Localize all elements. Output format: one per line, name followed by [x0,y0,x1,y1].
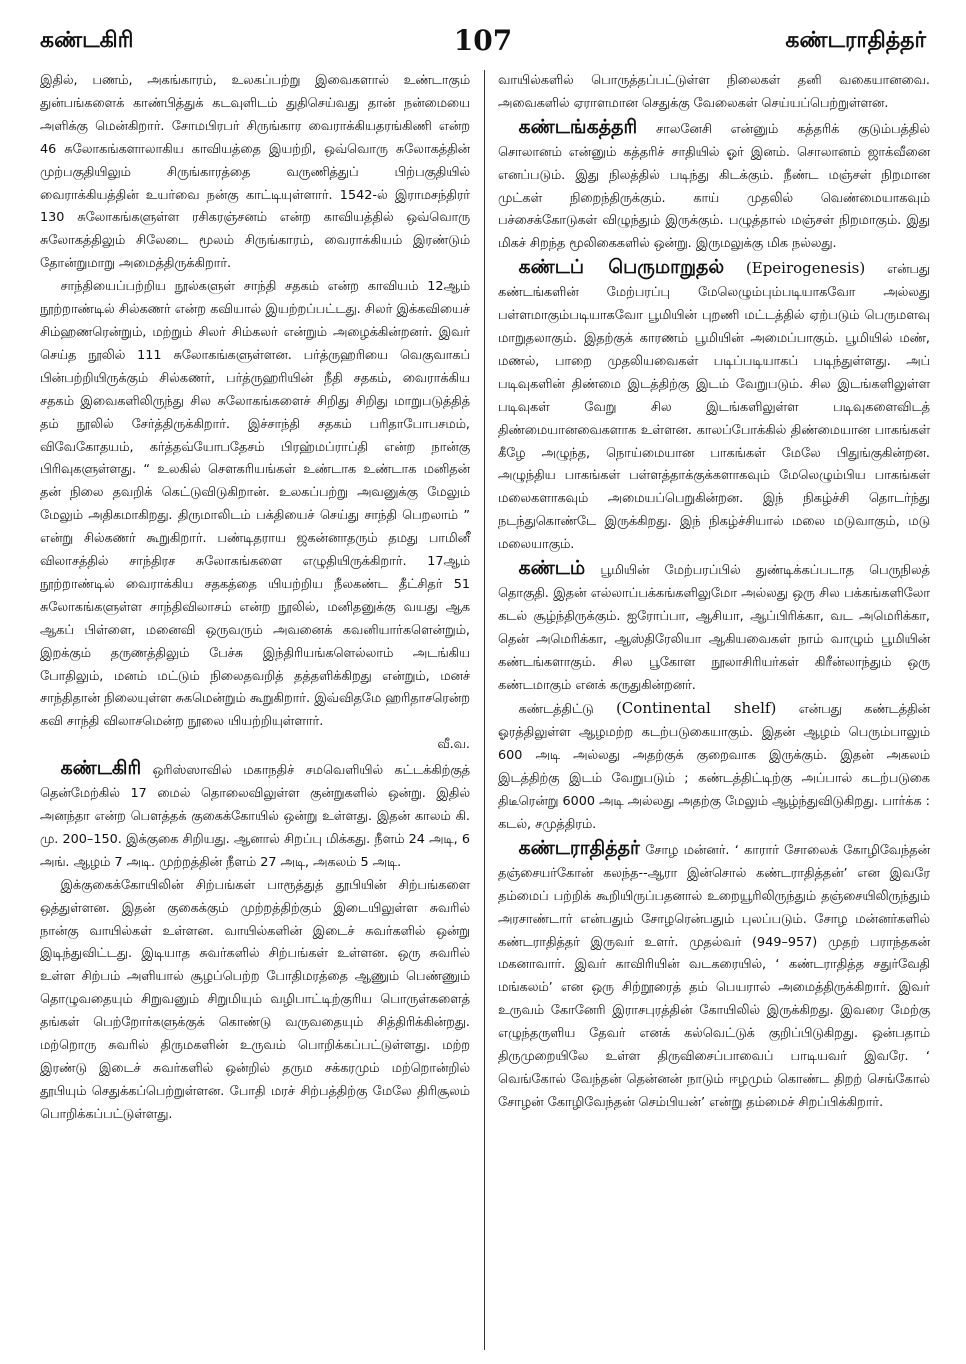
latin-term: (Continental shelf) [615,699,777,718]
entry-kandagiri [40,757,470,875]
entry-kandaradithar [498,837,930,1115]
subentry-term: கண்டத்திட்டு [518,702,594,718]
paragraph: என்பது கண்டங்களின் மேற்பரப்பு மேலெழும்பும்படியாகவோ அல்லது பள்ளமாகும்படியாகவோ பூமியின் புறணி மட்டத்தில் ஏற்படும் பெருமளவு மாறுதலாகும். இதற்குக் காரணம் பூமியின் அமைப்பாகும். பூமியில் மண், மணல், பாறை முதலியவைகள் படிப்படியாகப் படிந்துள்ளது. அப் படிவுகளின் திண்மை இடத்திற்கு இடம் வேறுபடும். சில இடங்களிலுள்ள படிவுகள் வேறு சில இடங்களிலுள்ள படிவுகளைவிடத் திண்மையானவைகளாக உள்ளன. காலப்போக்கில் திண்மையான பாகங்கள் கீழே அழுந்த, நொய்மையான பாகங்கள் மேலே பிதுங்குகின்றன. அழுந்திய பாகங்கள் பள்ளத்தாக்குக்களாகவும் மேலெழும்பிய பாகங்கள் மலைகளாகவும் அமையப்பெறுகின்றன. இந் நிகழ்ச்சி தொடர்ந்து நடந்துகொண்டே இருக்கிறது. இந் நிகழ்ச்சியால் மலை மடுவாகும், மடு மலையாகும். [498,262,930,553]
left-column [40,70,470,1127]
entry-headword: கண்டகிரி [60,757,142,780]
paragraph: சாலனேசி என்னும் கத்தரிக் குடும்பத்தில் சொலானம் என்னும் கத்தரிச் சாதியில் ஓர் இனம். சொலானம் ஜாக்வீனை எனப்படும். இது நிலத்தில் படிந்து கிடக்கும். நீண்ட மஞ்சள் நிறமான முட்கள் நிறைந்திருக்கும். காய் முதலில் வெண்மையாகவும் பச்சைக்கோடுகள் விழுந்தும் இருக்கும். பழுத்தால் மஞ்சள் நிறமாகும். இது மிகச் சிறந்த மூலிகைகளில் ஒன்று. இருமலுக்கு மிக நல்லது. [498,121,930,252]
entry-epeirogenesis [498,256,930,557]
latin-term: (Epeirogenesis) [745,259,866,278]
paragraph: சாந்தியைப்பற்றிய நூல்களுள் சாந்தி சதகம் என்ற காவியம் 12ஆம் நூற்றாண்டில் சில்கணர் என்ற கவியால் இயற்றப்பட்டது. சிலர் இக்கவியைச் சிம்ஹணரென்றும், மற்றும் சிலர் சிம்கலர் என்றும் அழைக்கின்றனர். இவர் செய்த நூலில் 111 சுலோகங்களுள்ளன. பர்த்ருஹரியை வெகுவாகப் பின்பற்றியிருக்கும் சில்கணர், பர்த்ருஹரியின் நீதி சதகம், வைராக்கிய சதகம் இவைகளிலிருந்து சில சுலோகங்களைச் சிறிது சிறிது மாறுபடுத்தித் தம் நூலில் சேர்த்திருக்கிறார். இச்சாந்தி சதகம் பரிதாபோபசமம், விவேகோதயம், கர்த்தவ்யோபதேசம் பிரஹ்மப்ராப்தி என்ற நான்கு பிரிவுகளுள்ளது. “ உலகில் சௌகரியங்கள் உண்டாக உண்டாக மனிதன் தன் நிலை தவறிக் கெட்டுவிடுகிறான். உலகப்பற்று அவனுக்கு மேலும் மேலும் அதிகமாகிறது. திருமாலிடம் பக்தியைச் செய்து சாந்தி பெறலாம் ” என்று சில்கணர் கூறுகிறார். பண்டிதராய ஜகன்னாதரும் தமது பாமினீ விலாசத்தில் சாந்திரச சுலோகங்களை எழுதியிருக்கிறார். 17ஆம் நூற்றாண்டில் வைராக்கிய சதகத்தை யியற்றிய நீலகண்ட தீட்சிதர் 51 சுலோகங்களுள்ள சாந்திவிலாசம் என்ற நூலில், மனிதனுக்கு வயது ஆக ஆகப் பிள்ளை, மனைவி ஒருவரும் அவனைக் கவனியார்களென்றும், இறக்கும் தருணத்திலும் பேச்சு இந்திரியங்களெல்லாம் அடங்கிய போதிலும், மனம் மட்டும் நிலைதவறித் தத்தளிக்கிறது என்றும், மனச் சாந்திதான் நிலையுள்ள சுகமென்றும் கூறுகிறார். இவ்விதமே ஹரிதாசரென்ற கவி சாந்தி விலாசமென்ற நூலை யியற்றியுள்ளார். [40,279,470,730]
paragraph: இக்குகைக்கோயிலின் சிற்பங்கள் பாரூத்துத் தூபியின் சிற்பங்களை ஒத்துள்ளன. இதன் குகைக்கும் முற்றத்திற்கும் இடையிலுள்ள சுவரில் நான்கு வாயில்கள் உள்ளன. வாயில்களின் இடைச் சுவர்களில் ஒன்று இடிந்துவிட்டது. இடியாத சுவர்களில் சிற்பங்கள் உள்ளன. ஒரு சுவரில் உள்ள சிற்பம் அளியால் சூழப்பெற்ற போதிமரத்தை ஆணும் பெண்ணும் தொழுவதையும் சிறுவனும் சிறுமியும் வழிபாட்டிற்குரிய பொருள்களைத் தங்கள் பெற்றோர்களுக்குக் கொண்டு வருவதையும் சித்திரிக்கின்றது. மற்றொரு சுவரில் திருமகளின் உருவம் பொறிக்கப்பட்டுள்ளது. மற்ற இரண்டு இடைச் சுவர்களில் ஒன்றில் தரும சக்கரமும் மற்றொன்றில் தூபியும் செதுக்கப்பெற்றுள்ளன. போதி மரச் சிற்பத்திற்கு மேலே திரிசூலம் பொறிக்கப்பட்டுள்ளது. [40,877,470,1122]
entry-headword: கண்டம் [518,557,586,580]
paragraph: சோழ மன்னர். ‘ காரார் சோலைக் கோழிவேந்தன் தஞ்சையர்கோன் கலந்த--ஆரா இன்சொல் கண்டராதித்தன்’ என இவரே தம்மைப் பற்றிக் கூறியிருப்பதனால் உறையூரிலிருந்தும் தஞ்சையிலிருந்தும் அரசாண்டார் என்பதும் சோழரென்பதும் புலப்படும். சோழ மன்னர்களில் கண்டராதித்தர் இருவர் உளர். முதல்வர் (949–957) முதற் பராந்தகன் மகனாவார். இவர் காவிரியின் வடகரையில், ‘ கண்டராதித்த சதுர்வேதி மங்கலம்’ என ஒரு சிற்றூரைத் தம் பெயரால் அமைத்திருக்கிறார். இவர் உருவம் கோனேரி இராசபுரத்தின் கோயிலில் இருக்கிறது. இவரை மேற்கு எழுந்தருளிய தேவர் எனக் கல்வெட்டுக் குறிப்பிடுகிறது. ஒன்பதாம் திருமுறையிலே உள்ள திருவிசைப்பாவைப் பாடியவர் இவரே. ‘ வெங்கோல் வேந்தன் தென்னன் நாடும் ஈழமும் கொண்ட திறற் செங்கோல் சோழன் கோழிவேந்தன் செம்பியன்’ என்று தம்மைச் சிறப்பிக்கிறார். [498,842,930,1110]
right-column [498,70,930,1115]
paragraph: இதில், பணம், அகங்காரம், உலகப்பற்று இவைகளால் உண்டாகும் துன்பங்களைக் காண்பித்துக் கடவுளிடம் துதிசெய்வது தான் நன்மையை அளிக்கு மென்கிறார். சோமபிரபர் சிருங்கார வைராக்கியதரங்கிணி என்ற 46 சுலோகங்களாலாகிய காவியத்தை இயற்றி, ஒவ்வொரு சுலோகத்தின் முற்பகுதியிலும் சிருங்காரத்தை வருணித்துப் பிற்பகுதியில் வைராக்கியத்தின் உயர்வை நன்கு காட்டியுள்ளார். 1542-ல் இராமசந்திரர் 130 சுலோகங்களுள்ள ரசிகரஞ்சனம் என்ற காவியத்தில் ஒவ்வொரு சுலோகத்திலும் சிலேடை மூலம் சிருங்காரம், வைராக்கியம் இரண்டும் தோன்றுமாறு அமைத்திருக்கிறார். [40,73,470,272]
author-initials: வீ.வ. [437,737,470,753]
entry-headword: கண்டங்கத்தரி [518,115,638,138]
paragraph: என்பது கண்டத்தின் ஓரத்திலுள்ள ஆழமற்ற கடற்படுகையாகும். இதன் ஆழம் பெரும்பாலும் 600 அடி அல்லது அதற்குக் குறைவாக இருக்கும். இதன் அகலம் இடத்திற்கு இடம் வேறுபடும் ; கண்டத்திட்டிற்கு அப்பால் கடற்படுகை திடீரென்று 6000 அடி அல்லது அதற்கு மேலும் ஆழ்ந்துவிடுகிறது. பார்க்க : கடல், சமுத்திரம். [498,702,930,832]
running-head-right: கண்டராதித்தர் [785,28,926,53]
paragraph: பூமியின் மேற்பரப்பில் துண்டிக்கப்படாத பெருநிலத் தொகுதி. இதன் எல்லாப்பக்கங்களிலுமோ அல்லது ஒரு சில பக்கங்களிலோ கடல் சூழ்ந்திருக்கும். ஐரோப்பா, ஆசியா, ஆப்பிரிக்கா, வட அமெரிக்கா, தென் அமெரிக்கா, ஆஸ்திரேலியா ஆகியவைகள் நாம் வாழும் பூமியின் கண்டங்களாகும். சில பூகோள நூலாசிரியர்கள் கிரீன்லாந்தும் ஒரு கண்டமாகும் எனக் கருதுகின்றனர். [498,563,930,693]
column-divider [484,70,485,1350]
entry-kandam [498,557,930,697]
entry-headword: கண்டப் பெருமாறுதல் [518,256,725,279]
entry-continental-shelf [498,697,930,836]
page-header [0,0,966,60]
page-number: 107 [453,24,513,57]
signature-line [40,734,470,757]
paragraph: வாயில்களில் பொருத்தப்பட்டுள்ள நிலைகள் தனி வகையானவை. அவைகளில் ஏராளமான செதுக்கு வேலைகள் செய்யப்பெற்றுள்ளன. [498,73,930,111]
entry-headword: கண்டராதித்தர் [518,836,640,859]
paragraph: ஒரிஸ்ஸாவில் மகாநதிச் சமவெளியில் கட்டக்கிற்குத் தென்மேற்கில் 17 மைல் தொலைவிலுள்ள குன்றுகளில் ஒன்று. இதில் அனந்தா என்ற பௌத்தக் குகைக்கோயில் ஒன்று உள்ளது. இதன் காலம் கி. மு. 200–150. இக்குகை சிறியது. ஆனால் சிறப்பு மிக்கது. நீளம் 24 அடி, 6 அங். ஆழம் 7 அடி. முற்றத்தின் நீளம் 27 அடி, அகலம் 5 அடி. [40,763,470,870]
entry-kandangattari [498,116,930,256]
running-head-left: கண்டகிரி [40,28,134,53]
